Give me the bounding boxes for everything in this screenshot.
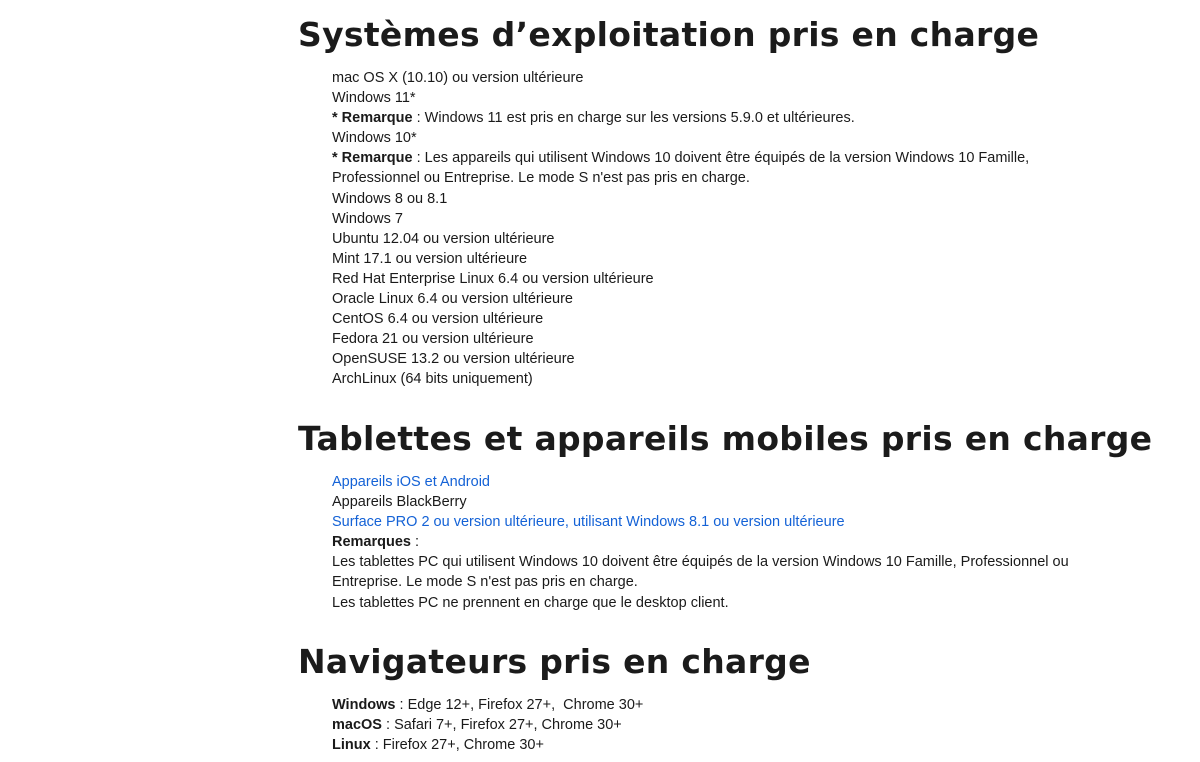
list-item-windows-10: Windows 10* xyxy=(332,130,417,147)
list-item-archlinux: ArchLinux (64 bits uniquement) xyxy=(332,371,533,388)
browsers-macos xyxy=(332,715,1102,735)
windows-11-note-text: : Windows 11 est pris en charge sur les versions 5.9.0 et ultérieures. xyxy=(412,110,855,127)
list-item-windows-8: Windows 8 ou 8.1 xyxy=(332,190,448,207)
os-list xyxy=(332,68,1102,390)
list-item-redhat: Red Hat Enterprise Linux 6.4 ou version ultérieure xyxy=(332,270,654,287)
list-item-windows-11: Windows 11* xyxy=(332,90,416,107)
remark-windows-10-tablets: Les tablettes PC qui utilisent Windows 10 doivent être équipés de la version Windows 10 Famille, Professionnel ou Entreprise. Le mode S n'est pas pris en charge. xyxy=(332,554,1069,591)
surface-pro-link[interactable]: Surface PRO 2 ou version ultérieure, utilisant Windows 8.1 ou version ultérieure xyxy=(332,514,845,531)
list-item-fedora: Fedora 21 ou version ultérieure xyxy=(332,331,534,348)
list-item-windows-7: Windows 7 xyxy=(332,210,403,227)
browsers-linux-text: : Firefox 27+, Chrome 30+ xyxy=(370,737,544,754)
remarks-colon: : xyxy=(410,534,420,551)
windows-11-note xyxy=(332,108,1102,128)
list-item-centos: CentOS 6.4 ou version ultérieure xyxy=(332,311,544,328)
tablets-list xyxy=(332,472,1102,613)
browsers-section-title: Navigateurs pris en charge xyxy=(298,642,811,681)
browsers-linux xyxy=(332,735,1102,755)
os-section-title: Systèmes d’exploitation pris en charge xyxy=(298,15,1040,54)
browsers-windows-text: : Edge 12+, Firefox 27+, Chrome 30+ xyxy=(395,697,644,713)
list-item-ubuntu: Ubuntu 12.04 ou version ultérieure xyxy=(332,230,555,247)
remark-desktop-client: Les tablettes PC ne prennent en charge que le desktop client. xyxy=(332,594,729,611)
windows-11-note-label: * Remarque xyxy=(332,110,413,127)
list-item-oracle-linux: Oracle Linux 6.4 ou version ultérieure xyxy=(332,291,573,308)
list-item-mint: Mint 17.1 ou version ultérieure xyxy=(332,250,528,267)
remarks-label: Remarques xyxy=(332,534,411,551)
windows-10-note-text: : Les appareils qui utilisent Windows 10 doivent être équipés de la version Windows 10 Famille, Professionnel ou Entreprise. Le mode S n'est pas pris en charge. xyxy=(332,150,1030,187)
ios-android-link[interactable]: Appareils iOS et Android xyxy=(332,474,490,490)
list-item-blackberry: Appareils BlackBerry xyxy=(332,494,467,511)
browsers-macos-text: : Safari 7+, Firefox 27+, Chrome 30+ xyxy=(381,717,622,734)
browsers-macos-label: macOS xyxy=(332,717,382,734)
list-item-ios-android xyxy=(332,472,1102,492)
windows-10-note xyxy=(332,148,1102,188)
list-item-opensuse: OpenSUSE 13.2 ou version ultérieure xyxy=(332,351,575,368)
windows-10-note-label: * Remarque xyxy=(332,150,413,167)
browsers-list xyxy=(332,695,1102,755)
browsers-windows xyxy=(332,695,1102,715)
list-item-surface-pro xyxy=(332,512,1102,532)
tablets-section-title: Tablettes et appareils mobiles pris en charge xyxy=(298,419,1153,458)
list-item-macos: mac OS X (10.10) ou version ultérieure xyxy=(332,70,584,86)
browsers-linux-label: Linux xyxy=(332,737,371,754)
remarks-heading xyxy=(332,532,1102,552)
browsers-windows-label: Windows xyxy=(332,697,396,713)
